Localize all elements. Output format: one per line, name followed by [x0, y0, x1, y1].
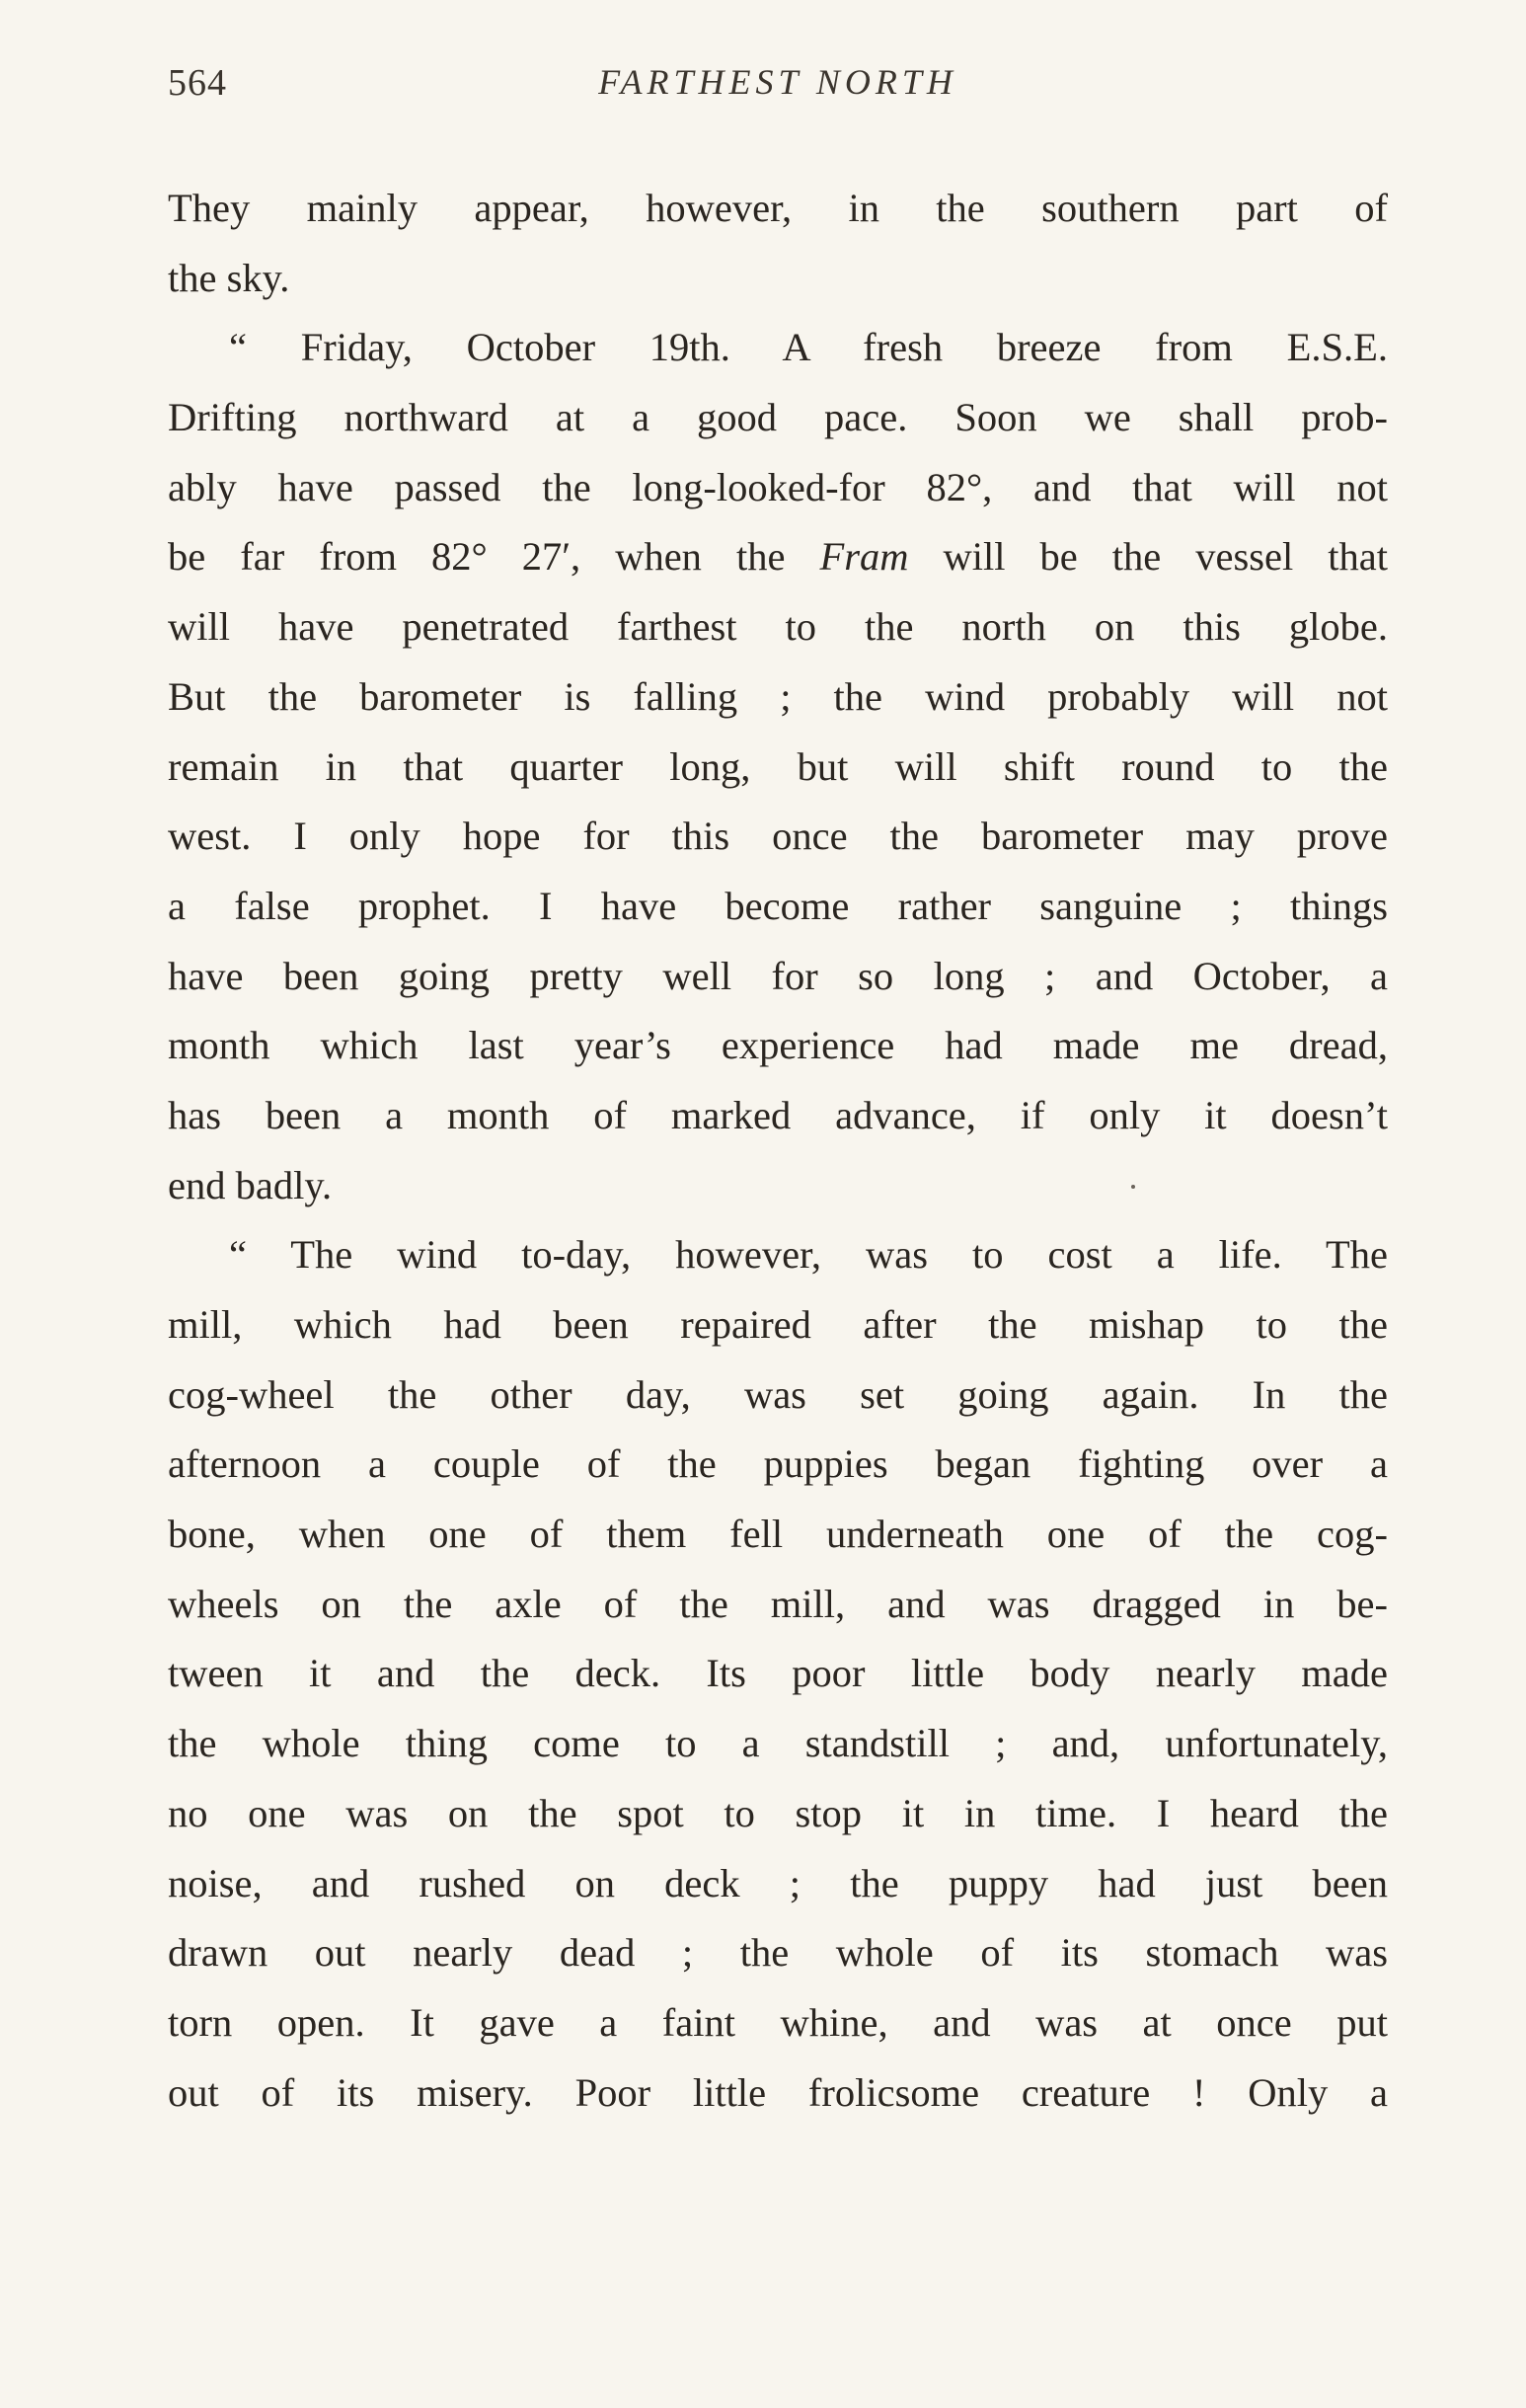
page-number: 564: [168, 62, 227, 104]
text-line: the sky.: [168, 255, 290, 300]
text-line: bone, when one of them fell underneath one of the cog-: [168, 1512, 1388, 1557]
text-line: drawn out nearly dead ; the whole of its stomach was: [168, 1930, 1388, 1976]
text-line: ably have passed the long-looked-for 82°, and that will not: [168, 464, 1388, 509]
text-line: month which last year’s experience had made me dread,: [168, 1023, 1388, 1068]
text-line: noise, and rushed on deck ; the puppy had just been: [168, 1860, 1388, 1905]
running-head: [168, 61, 1388, 120]
text-line: a false prophet. I have become rather sanguine ; things: [168, 883, 1388, 928]
text-line: torn open. It gave a faint whine, and was at once put: [168, 1999, 1388, 2045]
body-text: [168, 174, 1388, 2128]
text-line: out of its misery. Poor little frolicsome creature ! Only a: [168, 2069, 1388, 2115]
text-line: has been a month of marked advance, if only it doesn’t: [168, 1092, 1388, 1137]
running-title: FARTHEST NORTH: [598, 62, 957, 102]
text-line: wheels on the axle of the mill, and was dragged in be-: [168, 1581, 1388, 1626]
text-line: mill, which had been repaired after the mishap to the: [168, 1302, 1388, 1347]
text-line: afternoon a couple of the puppies began fighting over a: [168, 1441, 1388, 1487]
text-line: will have penetrated farthest to the north on this globe.: [168, 604, 1388, 650]
ship-name: Fram: [819, 534, 909, 580]
text-line: tween it and the deck. Its poor little body nearly made: [168, 1651, 1388, 1696]
text-line: cog-wheel the other day, was set going again. In the: [168, 1371, 1388, 1417]
text-line: They mainly appear, however, in the southern part of: [168, 186, 1388, 230]
text-line: have been going pretty well for so long ; and October, a: [168, 953, 1388, 998]
text-line: no one was on the spot to stop it in time. I heard the: [168, 1790, 1388, 1835]
text-line: But the barometer is falling ; the wind probably will not: [168, 673, 1388, 719]
text-line: west. I only hope for this once the barometer may prove: [168, 814, 1388, 859]
text-line: end badly.: [168, 1162, 333, 1207]
text-line: the whole thing come to a standstill ; and, unfortunately,: [168, 1721, 1388, 1766]
text-line: remain in that quarter long, but will shift round to the: [168, 743, 1388, 789]
text-line: “ Friday, October 19th. A fresh breeze from E.S.E.: [229, 325, 1388, 370]
text-line: Drifting northward at a good pace. Soon we shall prob-: [168, 395, 1388, 440]
print-speck: [1131, 1185, 1135, 1189]
text-line: “ The wind to-day, however, was to cost a life. The: [229, 1232, 1388, 1278]
text-line: be far from 82° 27′, when the Fram will be the vessel that: [168, 534, 1388, 580]
